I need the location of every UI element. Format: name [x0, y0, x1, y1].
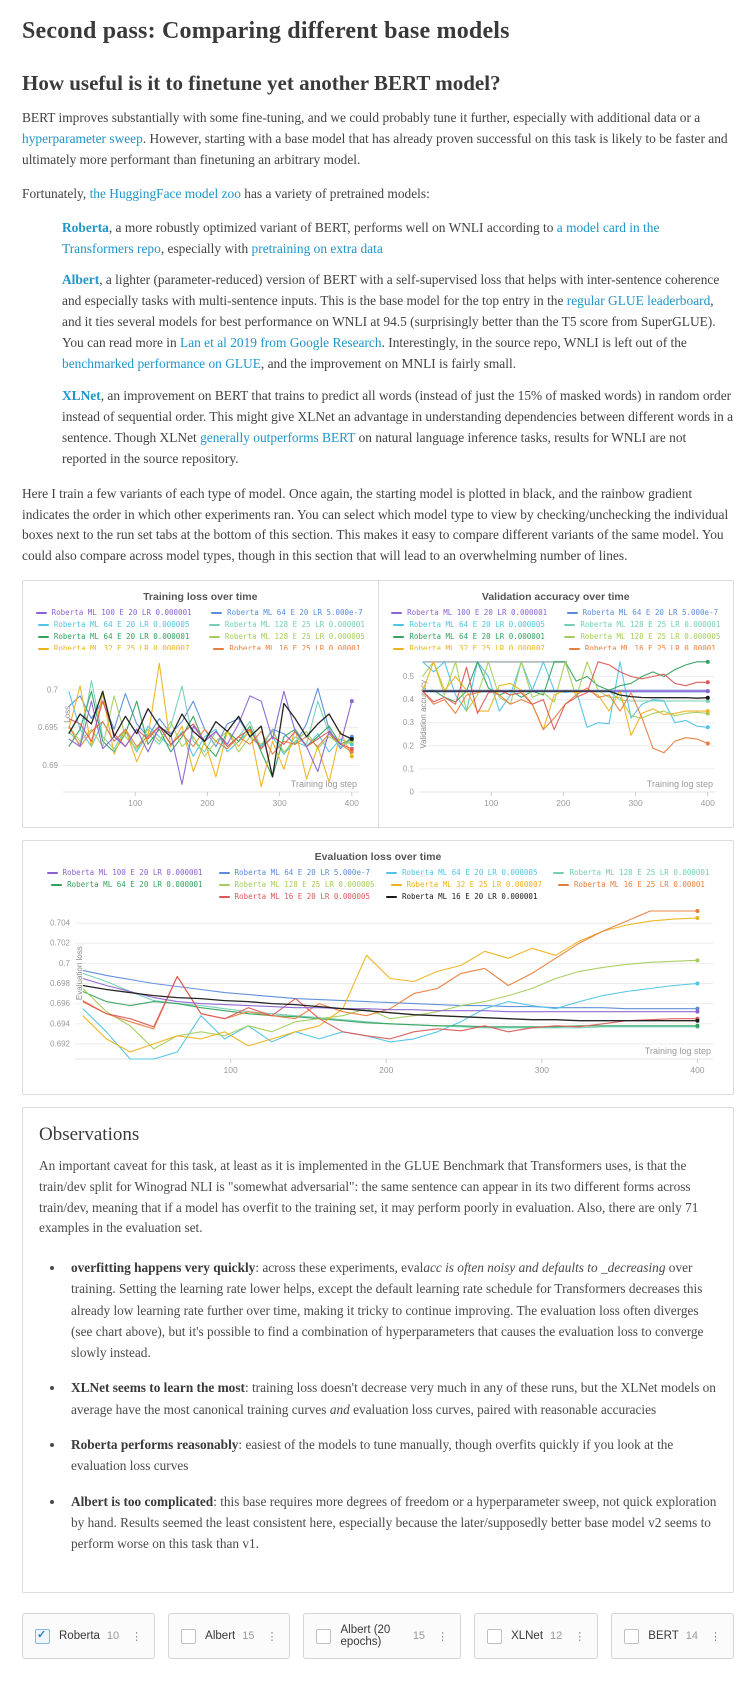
- svg-text:0.702: 0.702: [49, 938, 70, 948]
- intro-paragraph: [22, 108, 734, 171]
- run-set-tabs: [22, 1613, 734, 1659]
- chart-legend: [383, 607, 730, 650]
- text: : this base requires more degrees of freedom or a hyperparameter sweep, not quick exploration by hand. Results seemed the least consistent here, especially because the later/supposedly better base model v2 seems to perform worse on this task than v1.: [71, 1493, 717, 1552]
- svg-text:Training log step: Training log step: [290, 779, 357, 790]
- legend-item[interactable]: [386, 891, 537, 903]
- legend-swatch: [391, 612, 402, 614]
- legend-item[interactable]: [553, 867, 709, 879]
- legend-swatch: [209, 624, 220, 626]
- training-loss-panel: [23, 581, 378, 827]
- text: . However, starting with a base model that has already proven successful on this task is likely to be faster and ultimately more performant than finetuning an arbitrary model.: [22, 130, 728, 167]
- bold-text: XLNet seems to learn the most: [71, 1380, 245, 1396]
- svg-text:0: 0: [409, 787, 414, 797]
- legend-label: Roberta ML 64 E 20 LR 5.000e-7: [227, 608, 363, 618]
- legend-swatch: [564, 636, 575, 638]
- legend-label: Roberta ML 64 E 20 LR 0.000001: [409, 632, 545, 642]
- run-count: 15: [412, 1630, 426, 1643]
- chart-title: Validation accuracy over time: [481, 591, 630, 604]
- text: , and the improvement on MNLI is fairly small.: [260, 356, 517, 372]
- kebab-menu-icon[interactable]: ⋮: [131, 1630, 143, 1643]
- chart-legend: [29, 867, 727, 903]
- svg-text:200: 200: [379, 1065, 394, 1076]
- legend-swatch: [51, 884, 62, 886]
- run-set-label: Albert: [205, 1630, 236, 1643]
- svg-text:100: 100: [128, 798, 143, 809]
- text: , and it ties several models for best performance on WNLI at 94.5 (surprisingly better than the T5 score from SuperGLUE). You can read more in: [62, 293, 716, 351]
- legend-label: Roberta ML 32 E 25 LR 0.000007: [53, 644, 190, 651]
- legend-label: Roberta ML 64 E 20 LR 0.000001: [67, 880, 203, 890]
- chart-plot-mount: [383, 650, 730, 823]
- legend-swatch: [386, 896, 397, 898]
- svg-text:100: 100: [223, 1065, 238, 1076]
- svg-text:Validation accuracy: Validation accuracy: [418, 680, 428, 749]
- observations-panel: [22, 1107, 734, 1593]
- svg-text:0.7: 0.7: [46, 685, 58, 695]
- legend-item[interactable]: [386, 867, 537, 879]
- legend-item[interactable]: [200, 607, 373, 619]
- validation-accuracy-chart[interactable]: [383, 650, 729, 818]
- legend-item[interactable]: [27, 631, 200, 643]
- legend-label: Roberta ML 128 E 25 LR 0.000001: [569, 868, 710, 878]
- list-item-albert: [62, 270, 734, 375]
- run-set-checkbox[interactable]: [316, 1629, 331, 1644]
- text: , a lighter (parameter-reduced) version of BERT with a self-supervised loss that helps with inter-sentence coherence and especially tasks with multi-sentence inputs. This is the base model for the top entry in the: [62, 272, 720, 309]
- link[interactable]: hyperparameter sweep: [22, 130, 143, 146]
- legend-item[interactable]: [219, 891, 370, 903]
- legend-item[interactable]: [219, 879, 375, 891]
- evaluation-loss-chart[interactable]: [29, 903, 727, 1085]
- text: BERT improves substantially with some fine-tuning, and we could probably tune it further, especially with additional data or a: [22, 110, 701, 125]
- legend-swatch: [209, 636, 220, 638]
- legend-swatch: [211, 612, 222, 614]
- list-item-roberta: [62, 218, 734, 260]
- legend-label: Roberta ML 100 E 20 LR 0.000001: [62, 868, 203, 878]
- legend-item[interactable]: [391, 879, 542, 891]
- observations-list: [65, 1257, 717, 1554]
- legend-label: Roberta ML 64 E 20 LR 5.000e-7: [582, 608, 719, 618]
- legend-swatch: [38, 636, 49, 638]
- legend-swatch: [47, 872, 58, 874]
- run-set-tab-bert[interactable]: [611, 1613, 734, 1659]
- chart-title: Evaluation loss over time: [314, 851, 442, 864]
- report-title: Second pass: Comparing different base models: [22, 18, 510, 44]
- link[interactable]: Roberta: [62, 219, 109, 235]
- text: evaluation loss curves, paired with reasonable accuracies: [349, 1401, 657, 1417]
- run-count: 10: [106, 1630, 120, 1643]
- legend-label: Roberta ML 128 E 25 LR 0.000001: [580, 620, 721, 630]
- svg-text:Loss: Loss: [63, 706, 72, 723]
- validation-accuracy-panel: [378, 581, 734, 827]
- svg-text:400: 400: [344, 798, 359, 809]
- legend-swatch: [393, 624, 404, 626]
- link[interactable]: regular GLUE leaderboard: [566, 293, 711, 309]
- legend-item[interactable]: [556, 619, 729, 631]
- legend-item[interactable]: [200, 631, 373, 643]
- svg-text:0.5: 0.5: [402, 672, 414, 682]
- svg-text:0.1: 0.1: [402, 764, 414, 774]
- run-set-checkbox[interactable]: [181, 1629, 196, 1644]
- svg-text:0.4: 0.4: [402, 695, 414, 705]
- run-set-checkbox[interactable]: [487, 1629, 502, 1644]
- legend-item[interactable]: [47, 867, 203, 879]
- text: over training. Setting the learning rate lower helps, except the default learning rate schedule for Transformers decreases this already low learning rate further over time, making it tricky to continue improving. The evaluation loss often diverges (see chart above), but it's possible to find a combination of hyperparameters that causes the evaluation loss to converge slowly instead.: [71, 1260, 704, 1361]
- svg-text:200: 200: [555, 798, 570, 809]
- legend-label: Roberta ML 64 E 20 LR 5.000e-7: [234, 868, 370, 878]
- svg-text:0.704: 0.704: [49, 918, 70, 928]
- text: : training loss doesn't decrease very much in any of these runs, but the XLNet models on average have the most canonical training curves: [71, 1380, 716, 1417]
- svg-text:100: 100: [483, 798, 498, 809]
- italic-text: and: [329, 1401, 350, 1417]
- legend-label: Roberta ML 128 E 25 LR 0.000005: [580, 632, 721, 642]
- legend-label: Roberta ML 128 E 25 LR 0.000005: [224, 632, 365, 642]
- legend-item[interactable]: [383, 631, 556, 643]
- legend-label: Roberta ML 16 E 20 LR 0.000005: [234, 892, 370, 902]
- text: : easiest of the models to tune manually, though overfits quickly if you look at the evaluation loss curves: [71, 1437, 674, 1474]
- svg-text:Training log step: Training log step: [646, 779, 713, 790]
- svg-text:0.69: 0.69: [42, 761, 58, 771]
- legend-swatch: [553, 872, 564, 874]
- kebab-menu-icon[interactable]: ⋮: [574, 1630, 586, 1643]
- svg-text:300: 300: [272, 798, 287, 809]
- chart-panel-top: [22, 580, 734, 828]
- text: Fortunately,: [22, 185, 90, 201]
- chart-plot-mount: [27, 650, 374, 823]
- legend-label: Roberta ML 64 E 20 LR 0.000005: [409, 620, 545, 630]
- legend-label: Roberta ML 16 E 20 LR 0.000001: [402, 892, 538, 902]
- legend-item[interactable]: [27, 607, 200, 619]
- svg-text:0.3: 0.3: [402, 718, 414, 728]
- svg-text:0.696: 0.696: [49, 999, 70, 1009]
- legend-item[interactable]: [556, 631, 729, 643]
- link[interactable]: pretraining on extra data: [251, 240, 383, 256]
- text: . Interestingly, in the source repo, WNLI is left out of the: [381, 335, 687, 351]
- svg-text:Training log step: Training log step: [644, 1046, 711, 1057]
- chart-plot-mount: [29, 903, 727, 1090]
- text: , an improvement on BERT that trains to predict all words (instead of just the 15% of masked words) in random order instead of sequential order. This might give XLNet an advantage in understanding dependencies between different words in a sentence. Though XLNet: [62, 387, 734, 445]
- bold-text: overfitting happens very quickly: [71, 1260, 256, 1276]
- legend-label: Roberta ML 16 E 25 LR 0.00001: [584, 644, 716, 651]
- legend-item[interactable]: [200, 619, 373, 631]
- legend-swatch: [558, 884, 569, 886]
- legend-item[interactable]: [200, 643, 373, 650]
- legend-label: Roberta ML 64 E 20 LR 0.000005: [53, 620, 190, 630]
- legend-swatch: [567, 612, 578, 614]
- observation-item: [65, 1377, 717, 1420]
- run-set-tab-xlnet[interactable]: [474, 1613, 598, 1659]
- svg-text:0.2: 0.2: [402, 741, 414, 751]
- legend-item[interactable]: [558, 879, 705, 891]
- observations-intro: An important caveat for this task, at least as it is implemented in the GLUE Benchmark that Transformers uses, is that the train/dev split for Winograd NLI is "somewhat adversarial": the same sentence can appear in its two different forms across train/dev, meaning that if a model has overfit to the training set, it may perform poorly in evaluation. Also, there are only 71 examples in the evaluation set.: [39, 1158, 699, 1236]
- link[interactable]: the HuggingFace model zoo: [89, 185, 241, 201]
- legend-swatch: [219, 896, 230, 898]
- legend-swatch: [38, 624, 49, 626]
- text: , a more robustly optimized variant of BERT, performs well on WNLI according to: [108, 219, 557, 235]
- observation-item: [65, 1434, 717, 1477]
- pretrained-model-list: [62, 218, 734, 470]
- observation-item: [65, 1491, 717, 1555]
- legend-item[interactable]: [383, 643, 556, 650]
- kebab-menu-icon[interactable]: ⋮: [710, 1630, 721, 1643]
- link[interactable]: Albert: [62, 272, 100, 288]
- link[interactable]: Lan et al 2019 from Google Research: [180, 335, 382, 351]
- legend-item[interactable]: [27, 643, 200, 650]
- legend-label: Roberta ML 16 E 25 LR 0.00001: [573, 880, 705, 890]
- svg-text:0.692: 0.692: [49, 1039, 70, 1049]
- legend-item[interactable]: [383, 607, 556, 619]
- observation-item: [65, 1257, 717, 1363]
- link[interactable]: XLNet: [62, 387, 101, 403]
- legend-label: Roberta ML 64 E 20 LR 0.000001: [53, 632, 190, 642]
- svg-text:200: 200: [200, 798, 215, 809]
- legend-swatch: [564, 624, 575, 626]
- chart-panel-bottom: [22, 840, 734, 1095]
- svg-text:0.7: 0.7: [58, 959, 70, 969]
- section-title: How useful is it to finetune yet another BERT model?: [22, 71, 501, 95]
- text: has a variety of pretrained models:: [240, 185, 430, 201]
- legend-swatch: [36, 612, 47, 614]
- run-set-label: BERT: [648, 1630, 679, 1643]
- run-set-label: XLNet: [511, 1630, 544, 1643]
- svg-text:400: 400: [690, 1065, 705, 1076]
- legend-label: Roberta ML 16 E 25 LR 0.00001: [229, 644, 361, 651]
- legend-item[interactable]: [51, 879, 202, 891]
- legend-label: Roberta ML 32 E 25 LR 0.000007: [406, 880, 542, 890]
- bold-text: Roberta performs reasonably: [71, 1437, 239, 1453]
- link[interactable]: generally outperforms BERT: [200, 429, 356, 445]
- list-item-xlnet: [62, 386, 734, 470]
- observations-heading: Observations: [39, 1124, 140, 1146]
- bold-text: Albert is too complicated: [71, 1493, 214, 1509]
- svg-text:0.698: 0.698: [49, 979, 70, 989]
- legend-item[interactable]: [556, 607, 729, 619]
- svg-text:300: 300: [534, 1065, 549, 1076]
- svg-text:0.694: 0.694: [49, 1019, 70, 1029]
- legend-item[interactable]: [383, 619, 556, 631]
- svg-text:Evaluation loss: Evaluation loss: [75, 946, 84, 1001]
- run-count: 14: [685, 1630, 698, 1643]
- legend-item[interactable]: [219, 867, 370, 879]
- italic-text: acc is often noisy and defaults to _decreasing: [423, 1260, 666, 1276]
- text: : across these experiments, eval: [255, 1260, 424, 1276]
- run-set-label: Albert (20 epochs): [340, 1624, 391, 1649]
- run-set-checkbox[interactable]: [624, 1629, 639, 1644]
- legend-item[interactable]: [556, 643, 729, 650]
- legend-label: Roberta ML 128 E 25 LR 0.000005: [234, 880, 375, 890]
- run-set-tab-albert-20-epochs-[interactable]: [303, 1613, 461, 1659]
- legend-label: Roberta ML 100 E 20 LR 0.000001: [51, 608, 192, 618]
- text: , especially with: [160, 240, 252, 256]
- run-set-checkbox[interactable]: [35, 1629, 50, 1644]
- training-description-paragraph: Here I train a few variants of each type of model. Once again, the starting model is plotted in black, and the rainbow gradient indicates the order in which other experiments ran. You can select which model type to view by checking/unchecking the individual boxes next to the run set tabs at the bottom of this section. This makes it easy to compare different variants of the same model. You could also compare across model types, though in this section that will lead to an overwhelming number of lines.: [22, 485, 729, 564]
- legend-swatch: [219, 872, 230, 874]
- svg-text:400: 400: [700, 798, 715, 809]
- legend-swatch: [393, 636, 404, 638]
- run-set-tab-roberta[interactable]: [22, 1613, 155, 1659]
- run-count: 15: [242, 1630, 255, 1643]
- training-loss-chart[interactable]: [27, 650, 373, 818]
- fortunately-paragraph: [22, 184, 734, 205]
- run-set-label: Roberta: [59, 1630, 100, 1643]
- legend-label: Roberta ML 100 E 20 LR 0.000001: [407, 608, 548, 618]
- legend-swatch: [219, 884, 230, 886]
- legend-item[interactable]: [27, 619, 200, 631]
- legend-label: Roberta ML 32 E 25 LR 0.000007: [409, 644, 545, 651]
- chart-title: Training loss over time: [143, 591, 258, 604]
- text: on natural language inference tasks, results for WNLI are not reported in the source repository.: [62, 429, 687, 466]
- kebab-menu-icon[interactable]: ⋮: [266, 1630, 278, 1643]
- chart-legend: [27, 607, 374, 650]
- legend-label: Roberta ML 128 E 25 LR 0.000001: [224, 620, 365, 630]
- link[interactable]: a model card in the Transformers repo: [62, 219, 660, 256]
- svg-text:0.695: 0.695: [37, 723, 58, 733]
- legend-label: Roberta ML 64 E 20 LR 0.000005: [402, 868, 538, 878]
- svg-text:300: 300: [627, 798, 643, 809]
- link[interactable]: benchmarked performance on GLUE: [62, 356, 261, 372]
- run-count: 12: [550, 1630, 563, 1643]
- legend-swatch: [386, 872, 397, 874]
- kebab-menu-icon[interactable]: ⋮: [437, 1630, 449, 1643]
- run-set-tab-albert[interactable]: [168, 1613, 290, 1659]
- legend-swatch: [391, 884, 402, 886]
